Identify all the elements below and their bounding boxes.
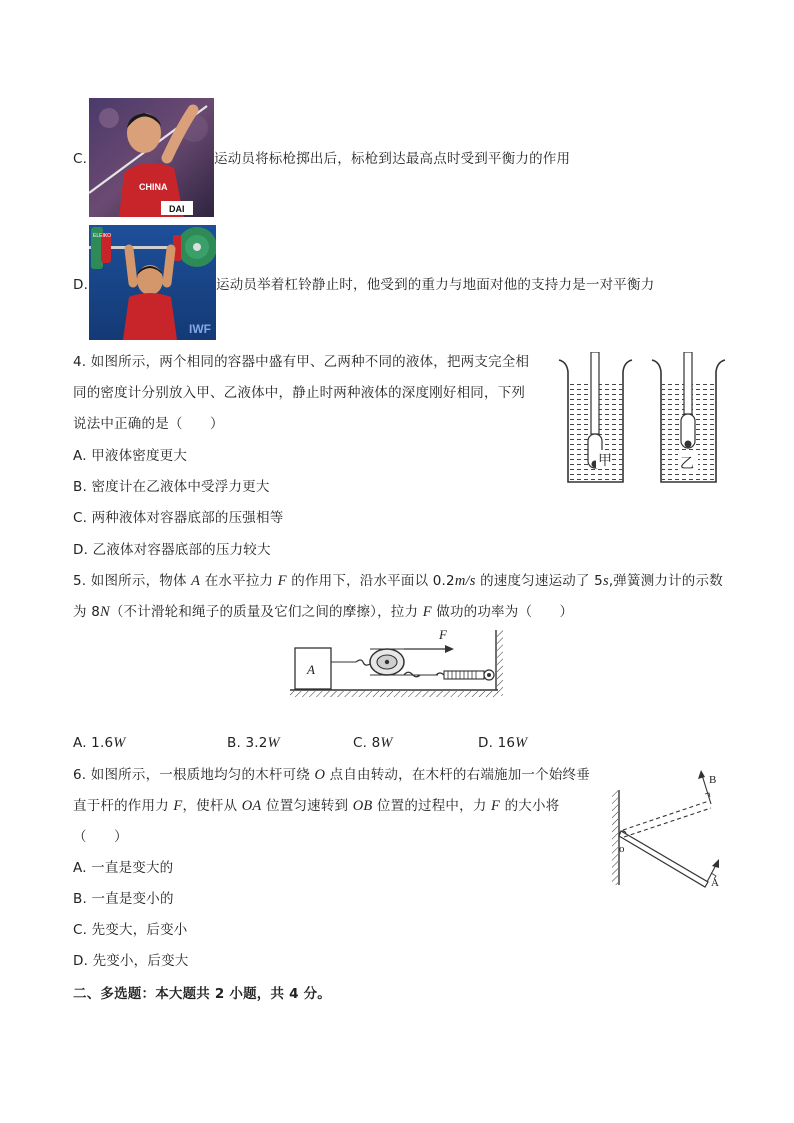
point-a-label: A — [711, 877, 719, 889]
q4-option-c: C. 两种液体对容器底部的压强相等 — [73, 510, 284, 526]
option-c-label: C. — [73, 151, 88, 167]
q6-part: 的大小将 — [500, 798, 560, 814]
option-prefix: A. 1.6 — [73, 735, 114, 751]
q6-stem-line-2 — [73, 797, 559, 815]
shirt-text: CHINA — [139, 182, 168, 192]
q6-var-f: F — [491, 798, 501, 814]
q6-part: 直于杆的作用力 — [73, 798, 174, 814]
container-yi — [652, 352, 725, 482]
pivot-o-label: o — [619, 843, 625, 855]
point-b-label: B — [709, 774, 717, 786]
q5-part: 的速度匀速运动了 5 — [475, 573, 603, 589]
q6-part: 位置匀速转到 — [261, 798, 353, 814]
option-d-text: 运动员举着杠铃静止时，他受到的重力与地面对他的支持力是一对平衡力 — [216, 277, 655, 293]
plate-text: ELEIKO — [93, 233, 112, 239]
section-2-heading-bold: 本大题共 2 小题，共 4 分。 — [155, 986, 331, 1002]
q5-pulley-figure — [288, 626, 506, 702]
q5-option-d — [478, 734, 527, 752]
q5-stem-line-1 — [73, 572, 723, 590]
q4-stem-line-1: 4. 如图所示，两个相同的容器中盛有甲、乙两种不同的液体，把两支完全相 — [73, 354, 530, 370]
q4-option-d: D. 乙液体对容器底部的压力较大 — [73, 542, 271, 558]
q6-stem-line-3: （ ） — [73, 829, 128, 845]
q5-part: ,弹簧测力计的示数 — [608, 573, 723, 589]
option-unit: W — [267, 735, 280, 751]
q6-var-f: F — [173, 798, 183, 814]
bib-text: DAI — [169, 204, 185, 214]
option-d-label: D. — [73, 277, 89, 293]
force-f-label: F — [439, 627, 447, 642]
option-prefix: C. 8 — [353, 735, 381, 751]
q4-stem-line-3: 说法中正确的是（ ） — [73, 416, 224, 432]
q5-part: 在水平拉力 — [200, 573, 278, 589]
q6-option-a: A. 一直是变大的 — [73, 860, 174, 876]
q6-stem-line-1 — [73, 766, 590, 784]
container-jia — [559, 352, 632, 482]
q6-option-d: D. 先变小，后变大 — [73, 953, 189, 969]
option-unit: W — [113, 735, 126, 751]
q5-option-c — [353, 734, 393, 752]
javelin-athlete-photo — [89, 98, 214, 217]
q5-var-f: F — [277, 573, 287, 589]
q5-part: 5. 如图所示，物体 — [73, 573, 192, 589]
q4-option-b: B. 密度计在乙液体中受浮力更大 — [73, 479, 270, 495]
label-jia: 甲 — [598, 453, 612, 469]
q5-part: 为 8 — [73, 604, 100, 620]
q6-part: 6. 如图所示，一根质地均匀的木杆可绕 — [73, 767, 315, 783]
q6-part: 位置的过程中，力 — [372, 798, 492, 814]
q5-part: （不计滑轮和绳子的质量及它们之间的摩擦），拉力 — [109, 604, 423, 620]
label-yi: 乙 — [680, 456, 694, 472]
q5-var-f: F — [422, 604, 432, 620]
q6-option-c: C. 先变大，后变小 — [73, 922, 188, 938]
q5-part: 的作用下，沿水平面以 0.2 — [286, 573, 455, 589]
q4-option-a: A. 甲液体密度更大 — [73, 448, 188, 464]
q6-part: 点自由转动，在木杆的右端施加一个始终垂 — [325, 767, 590, 783]
section-2-heading — [73, 985, 331, 1003]
q6-var-o: O — [314, 767, 326, 783]
q5-unit: s — [602, 573, 609, 589]
iwf-banner-text: IWF — [189, 322, 211, 336]
option-prefix: B. 3.2 — [227, 735, 268, 751]
q6-part: ，使杆从 — [182, 798, 242, 814]
q4-stem-line-2: 同的密度计分别放入甲、乙液体中，静止时两种液体的深度刚好相同，下列 — [73, 385, 526, 401]
q5-part: 做功的功率为（ ） — [431, 604, 574, 620]
section-2-heading-plain: 二、多选题： — [73, 986, 156, 1002]
q6-var-oa: OA — [241, 798, 262, 814]
q5-option-a — [73, 734, 126, 752]
q6-option-b: B. 一直是变小的 — [73, 891, 174, 907]
q5-option-b — [227, 734, 280, 752]
q5-stem-line-2 — [73, 603, 573, 621]
q5-var-a: A — [191, 573, 201, 589]
q5-unit: m/s — [454, 573, 476, 589]
weightlifter-photo — [89, 225, 216, 340]
q6-lever-figure — [608, 765, 728, 890]
option-prefix: D. 16 — [478, 735, 516, 751]
option-c-text: 运动员将标枪掷出后，标枪到达最高点时受到平衡力的作用 — [214, 151, 571, 167]
q6-var-ob: OB — [352, 798, 373, 814]
block-a-label: A — [307, 662, 315, 677]
option-unit: W — [380, 735, 393, 751]
q5-unit: N — [99, 604, 110, 620]
q4-hydrometer-figure — [555, 352, 730, 487]
option-unit: W — [515, 735, 528, 751]
